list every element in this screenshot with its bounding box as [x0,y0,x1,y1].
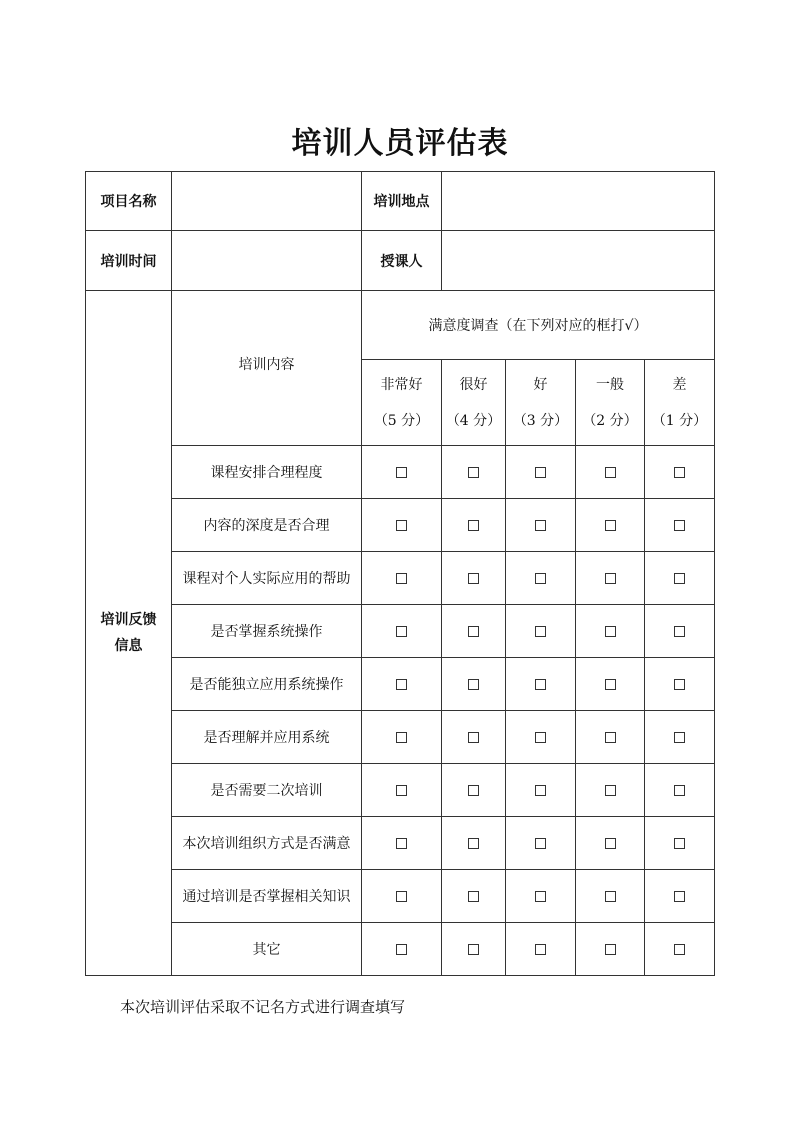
feedback-section-label [86,291,172,976]
checkbox[interactable] [674,785,685,796]
checkbox-cell [645,499,715,552]
rating-header [442,360,506,446]
checkbox-cell [506,817,576,870]
table-row [86,870,715,923]
rating-label: 一般 [596,376,624,393]
checkbox[interactable] [605,785,616,796]
checkbox-cell [576,870,645,923]
checkbox-cell [442,658,506,711]
checkbox-cell [576,817,645,870]
checkbox-cell [506,658,576,711]
checkbox-cell [645,658,715,711]
rating-label: 非常好 [380,376,423,393]
checkbox[interactable] [674,467,685,478]
survey-header-row [86,291,715,360]
item-label: 课程安排合理程度 [172,446,362,499]
checkbox[interactable] [468,573,479,584]
checkbox-cell [362,764,442,817]
item-label: 是否需要二次培训 [172,764,362,817]
time-label: 培训时间 [86,231,172,291]
checkbox-cell [442,499,506,552]
checkbox[interactable] [605,520,616,531]
table-row [86,817,715,870]
checkbox[interactable] [468,732,479,743]
checkbox[interactable] [674,520,685,531]
checkbox[interactable] [605,467,616,478]
checkbox-cell [506,499,576,552]
checkbox[interactable] [535,573,546,584]
checkbox[interactable] [396,785,407,796]
item-label: 课程对个人实际应用的帮助 [172,552,362,605]
table-row [86,658,715,711]
checkbox[interactable] [535,626,546,637]
checkbox[interactable] [396,838,407,849]
checkbox[interactable] [468,520,479,531]
checkbox[interactable] [468,944,479,955]
checkbox-cell [645,870,715,923]
checkbox-cell [362,605,442,658]
checkbox-cell [362,552,442,605]
item-label: 内容的深度是否合理 [172,499,362,552]
checkbox[interactable] [535,944,546,955]
content-header: 培训内容 [172,291,362,446]
checkbox-cell [442,923,506,976]
checkbox[interactable] [605,626,616,637]
checkbox[interactable] [605,838,616,849]
checkbox[interactable] [396,944,407,955]
checkbox-cell [576,764,645,817]
checkbox[interactable] [674,838,685,849]
checkbox-cell [506,870,576,923]
rating-header [506,360,576,446]
checkbox-cell [442,605,506,658]
checkbox-cell [645,817,715,870]
checkbox[interactable] [535,732,546,743]
checkbox[interactable] [605,732,616,743]
checkbox[interactable] [674,732,685,743]
rating-header [645,360,715,446]
rating-header [576,360,645,446]
checkbox-cell [362,817,442,870]
instructor-field[interactable] [442,231,715,291]
checkbox[interactable] [396,573,407,584]
checkbox[interactable] [605,891,616,902]
table-row [86,446,715,499]
checkbox-cell [506,446,576,499]
checkbox[interactable] [535,679,546,690]
checkbox-cell [442,764,506,817]
checkbox-cell [576,658,645,711]
footnote: 本次培训评估采取不记名方式进行调查填写 [120,998,406,1016]
evaluation-table [85,171,715,976]
checkbox-cell [576,552,645,605]
instructor-label: 授课人 [362,231,442,291]
checkbox-cell [576,499,645,552]
checkbox[interactable] [396,679,407,690]
checkbox[interactable] [535,838,546,849]
checkbox[interactable] [396,891,407,902]
feedback-label-line1: 培训反馈 [100,612,157,628]
checkbox[interactable] [396,732,407,743]
checkbox[interactable] [468,626,479,637]
checkbox-cell [506,605,576,658]
checkbox[interactable] [468,467,479,478]
checkbox[interactable] [396,520,407,531]
checkbox-cell [576,605,645,658]
checkbox-cell [362,499,442,552]
checkbox-cell [362,923,442,976]
checkbox-cell [362,711,442,764]
location-field[interactable] [442,172,715,231]
checkbox-cell [645,711,715,764]
time-row [86,231,715,291]
table-row [86,923,715,976]
checkbox[interactable] [535,785,546,796]
checkbox[interactable] [605,679,616,690]
checkbox-cell [645,446,715,499]
checkbox[interactable] [468,785,479,796]
checkbox[interactable] [605,944,616,955]
project-name-label: 项目名称 [86,172,172,231]
checkbox[interactable] [674,626,685,637]
time-field[interactable] [172,231,362,291]
checkbox[interactable] [468,838,479,849]
item-label: 是否能独立应用系统操作 [172,658,362,711]
survey-header: 满意度调查（在下列对应的框打√） [362,291,715,360]
checkbox-cell [576,711,645,764]
checkbox-cell [645,552,715,605]
rating-label: 好 [533,376,548,393]
checkbox[interactable] [535,467,546,478]
checkbox[interactable] [535,520,546,531]
checkbox-cell [442,446,506,499]
item-label: 是否理解并应用系统 [172,711,362,764]
rating-score: （4 分） [445,412,502,429]
location-label: 培训地点 [362,172,442,231]
item-label: 本次培训组织方式是否满意 [172,817,362,870]
rating-score: （3 分） [512,412,569,429]
checkbox-cell [506,552,576,605]
project-row [86,172,715,231]
checkbox-cell [506,764,576,817]
table-row [86,711,715,764]
rating-header [362,360,442,446]
page-title: 培训人员评估表 [291,126,509,161]
checkbox-cell [645,923,715,976]
checkbox-cell [362,658,442,711]
checkbox-cell [362,446,442,499]
table-row [86,605,715,658]
item-label: 通过培训是否掌握相关知识 [172,870,362,923]
checkbox[interactable] [674,891,685,902]
checkbox[interactable] [468,679,479,690]
table-row [86,499,715,552]
feedback-label-line2: 信息 [114,638,143,654]
checkbox[interactable] [535,891,546,902]
checkbox[interactable] [674,679,685,690]
project-name-field[interactable] [172,172,362,231]
checkbox[interactable] [468,891,479,902]
rating-score: （1 分） [651,412,708,429]
checkbox[interactable] [674,573,685,584]
checkbox-cell [442,817,506,870]
checkbox[interactable] [396,626,407,637]
rating-score: （2 分） [582,412,638,429]
item-label: 其它 [172,923,362,976]
item-label: 是否掌握系统操作 [172,605,362,658]
table-row [86,552,715,605]
checkbox-cell [442,870,506,923]
table-row [86,764,715,817]
rating-label: 差 [672,376,687,393]
checkbox-cell [576,923,645,976]
checkbox-cell [645,764,715,817]
checkbox[interactable] [396,467,407,478]
checkbox-cell [362,870,442,923]
checkbox[interactable] [674,944,685,955]
checkbox-cell [506,711,576,764]
checkbox-cell [442,711,506,764]
checkbox-cell [506,923,576,976]
checkbox-cell [645,605,715,658]
checkbox-cell [442,552,506,605]
rating-score: （5 分） [373,412,430,429]
checkbox[interactable] [605,573,616,584]
rating-label: 很好 [459,376,488,393]
checkbox-cell [576,446,645,499]
